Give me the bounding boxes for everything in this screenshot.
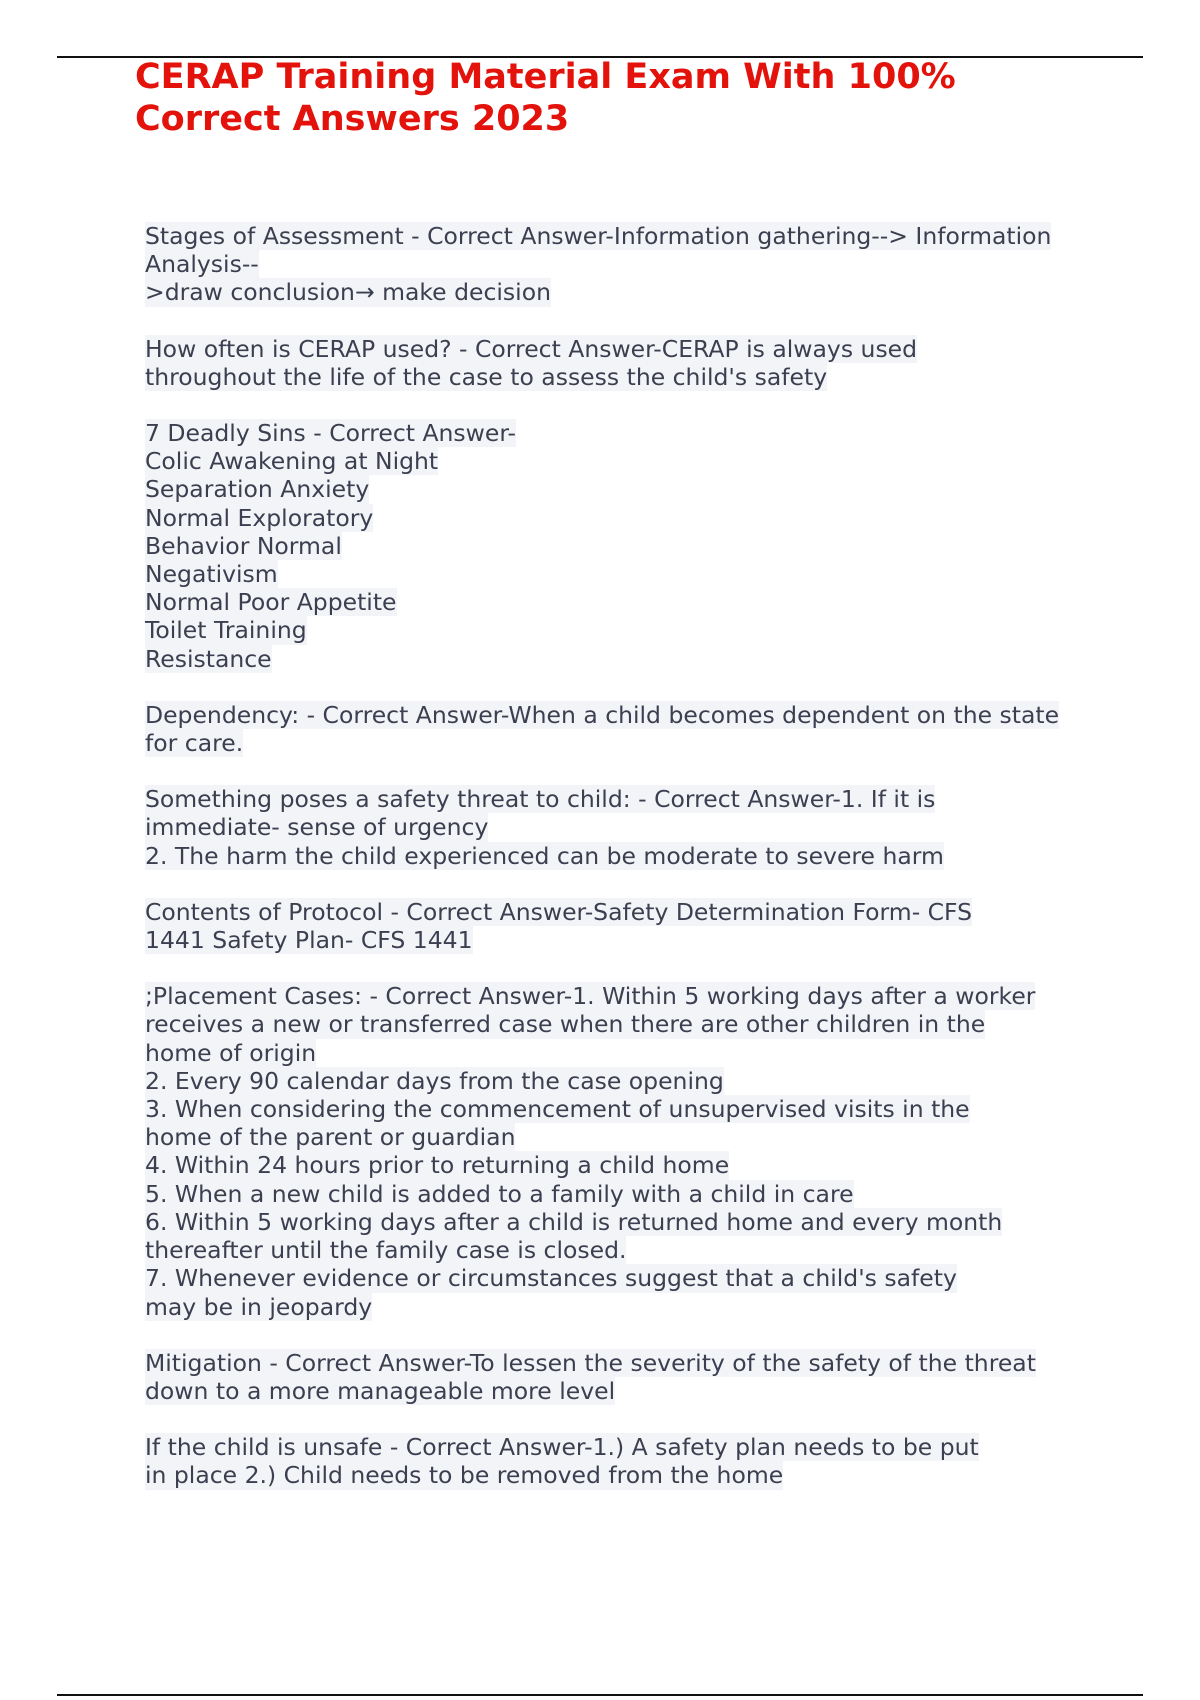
entry-line: Normal Exploratory [145, 503, 374, 532]
entry-line: 3. When considering the commencement of unsupervised visits in the [145, 1095, 970, 1124]
entry-line: down to a more manageable more level [145, 1376, 616, 1405]
entry-line: 5. When a new child is added to a family with a child in care [145, 1179, 854, 1208]
entry-line: 4. Within 24 hours prior to returning a child home [145, 1151, 730, 1180]
qa-entry-7-deadly-sins [145, 419, 1105, 673]
entry-line: immediate- sense of urgency [145, 813, 489, 842]
qa-entry-contents-of-protocol [145, 898, 1105, 954]
entry-line: Toilet Training [145, 616, 307, 645]
qa-entry-placement-cases [145, 982, 1105, 1320]
qa-entry-safety-threat [145, 785, 1105, 870]
entry-line: may be in jeopardy [145, 1292, 373, 1321]
entry-line: Behavior Normal [145, 531, 342, 560]
entry-line: 7. Whenever evidence or circumstances suggest that a child's safety [145, 1264, 957, 1293]
qa-entry-stages-of-assessment [145, 222, 1105, 307]
entry-line: 2. The harm the child experienced can be moderate to severe harm [145, 841, 944, 870]
entry-line: Dependency: - Correct Answer-When a child becomes dependent on the state [145, 700, 1060, 729]
entry-line: 1441 Safety Plan- CFS 1441 [145, 926, 473, 955]
entry-line: home of origin [145, 1038, 317, 1067]
entry-line: 6. Within 5 working days after a child is returned home and every month [145, 1207, 1003, 1236]
qa-entry-dependency [145, 701, 1105, 757]
qa-entry-how-often-cerap [145, 335, 1105, 391]
entry-line: Negativism [145, 560, 278, 589]
entry-line: 2. Every 90 calendar days from the case opening [145, 1066, 724, 1095]
entry-line: If the child is unsafe - Correct Answer-1.) A safety plan needs to be put [145, 1433, 979, 1462]
document-body [145, 222, 1105, 1518]
entry-line: Separation Anxiety [145, 475, 370, 504]
entry-line: for care. [145, 729, 244, 758]
entry-line: home of the parent or guardian [145, 1123, 516, 1152]
entry-line: thereafter until the family case is closed. [145, 1236, 627, 1265]
entry-line: Something poses a safety threat to child: - Correct Answer-1. If it is [145, 785, 936, 814]
entry-line: Stages of Assessment - Correct Answer-Information gathering--> Information [145, 222, 1052, 250]
entry-line: Mitigation - Correct Answer-To lessen the severity of the safety of the threat [145, 1348, 1036, 1377]
title-line: Correct Answers 2023 [135, 99, 570, 139]
entry-line: receives a new or transferred case when there are other children in the [145, 1010, 986, 1039]
entry-line: Normal Poor Appetite [145, 588, 397, 617]
title-line: CERAP Training Material Exam With 100% [135, 57, 956, 97]
entry-line: in place 2.) Child needs to be removed from the home [145, 1461, 784, 1490]
entry-line: How often is CERAP used? - Correct Answer-CERAP is always used [145, 334, 918, 363]
bottom-rule [57, 1694, 1143, 1696]
document-title [135, 56, 1035, 140]
entry-line: >draw conclusion→ make decision [145, 278, 551, 307]
qa-entry-child-unsafe [145, 1433, 1105, 1489]
entry-line: Colic Awakening at Night [145, 447, 439, 476]
qa-entry-mitigation [145, 1349, 1105, 1405]
entry-line: throughout the life of the case to assess the child's safety [145, 362, 828, 391]
entry-line: 7 Deadly Sins - Correct Answer- [145, 419, 516, 448]
entry-line: ;Placement Cases: - Correct Answer-1. Within 5 working days after a worker [145, 982, 1036, 1011]
entry-line: Analysis-- [145, 250, 259, 279]
entry-line: Resistance [145, 644, 272, 673]
entry-line: Contents of Protocol - Correct Answer-Safety Determination Form- CFS [145, 897, 973, 926]
